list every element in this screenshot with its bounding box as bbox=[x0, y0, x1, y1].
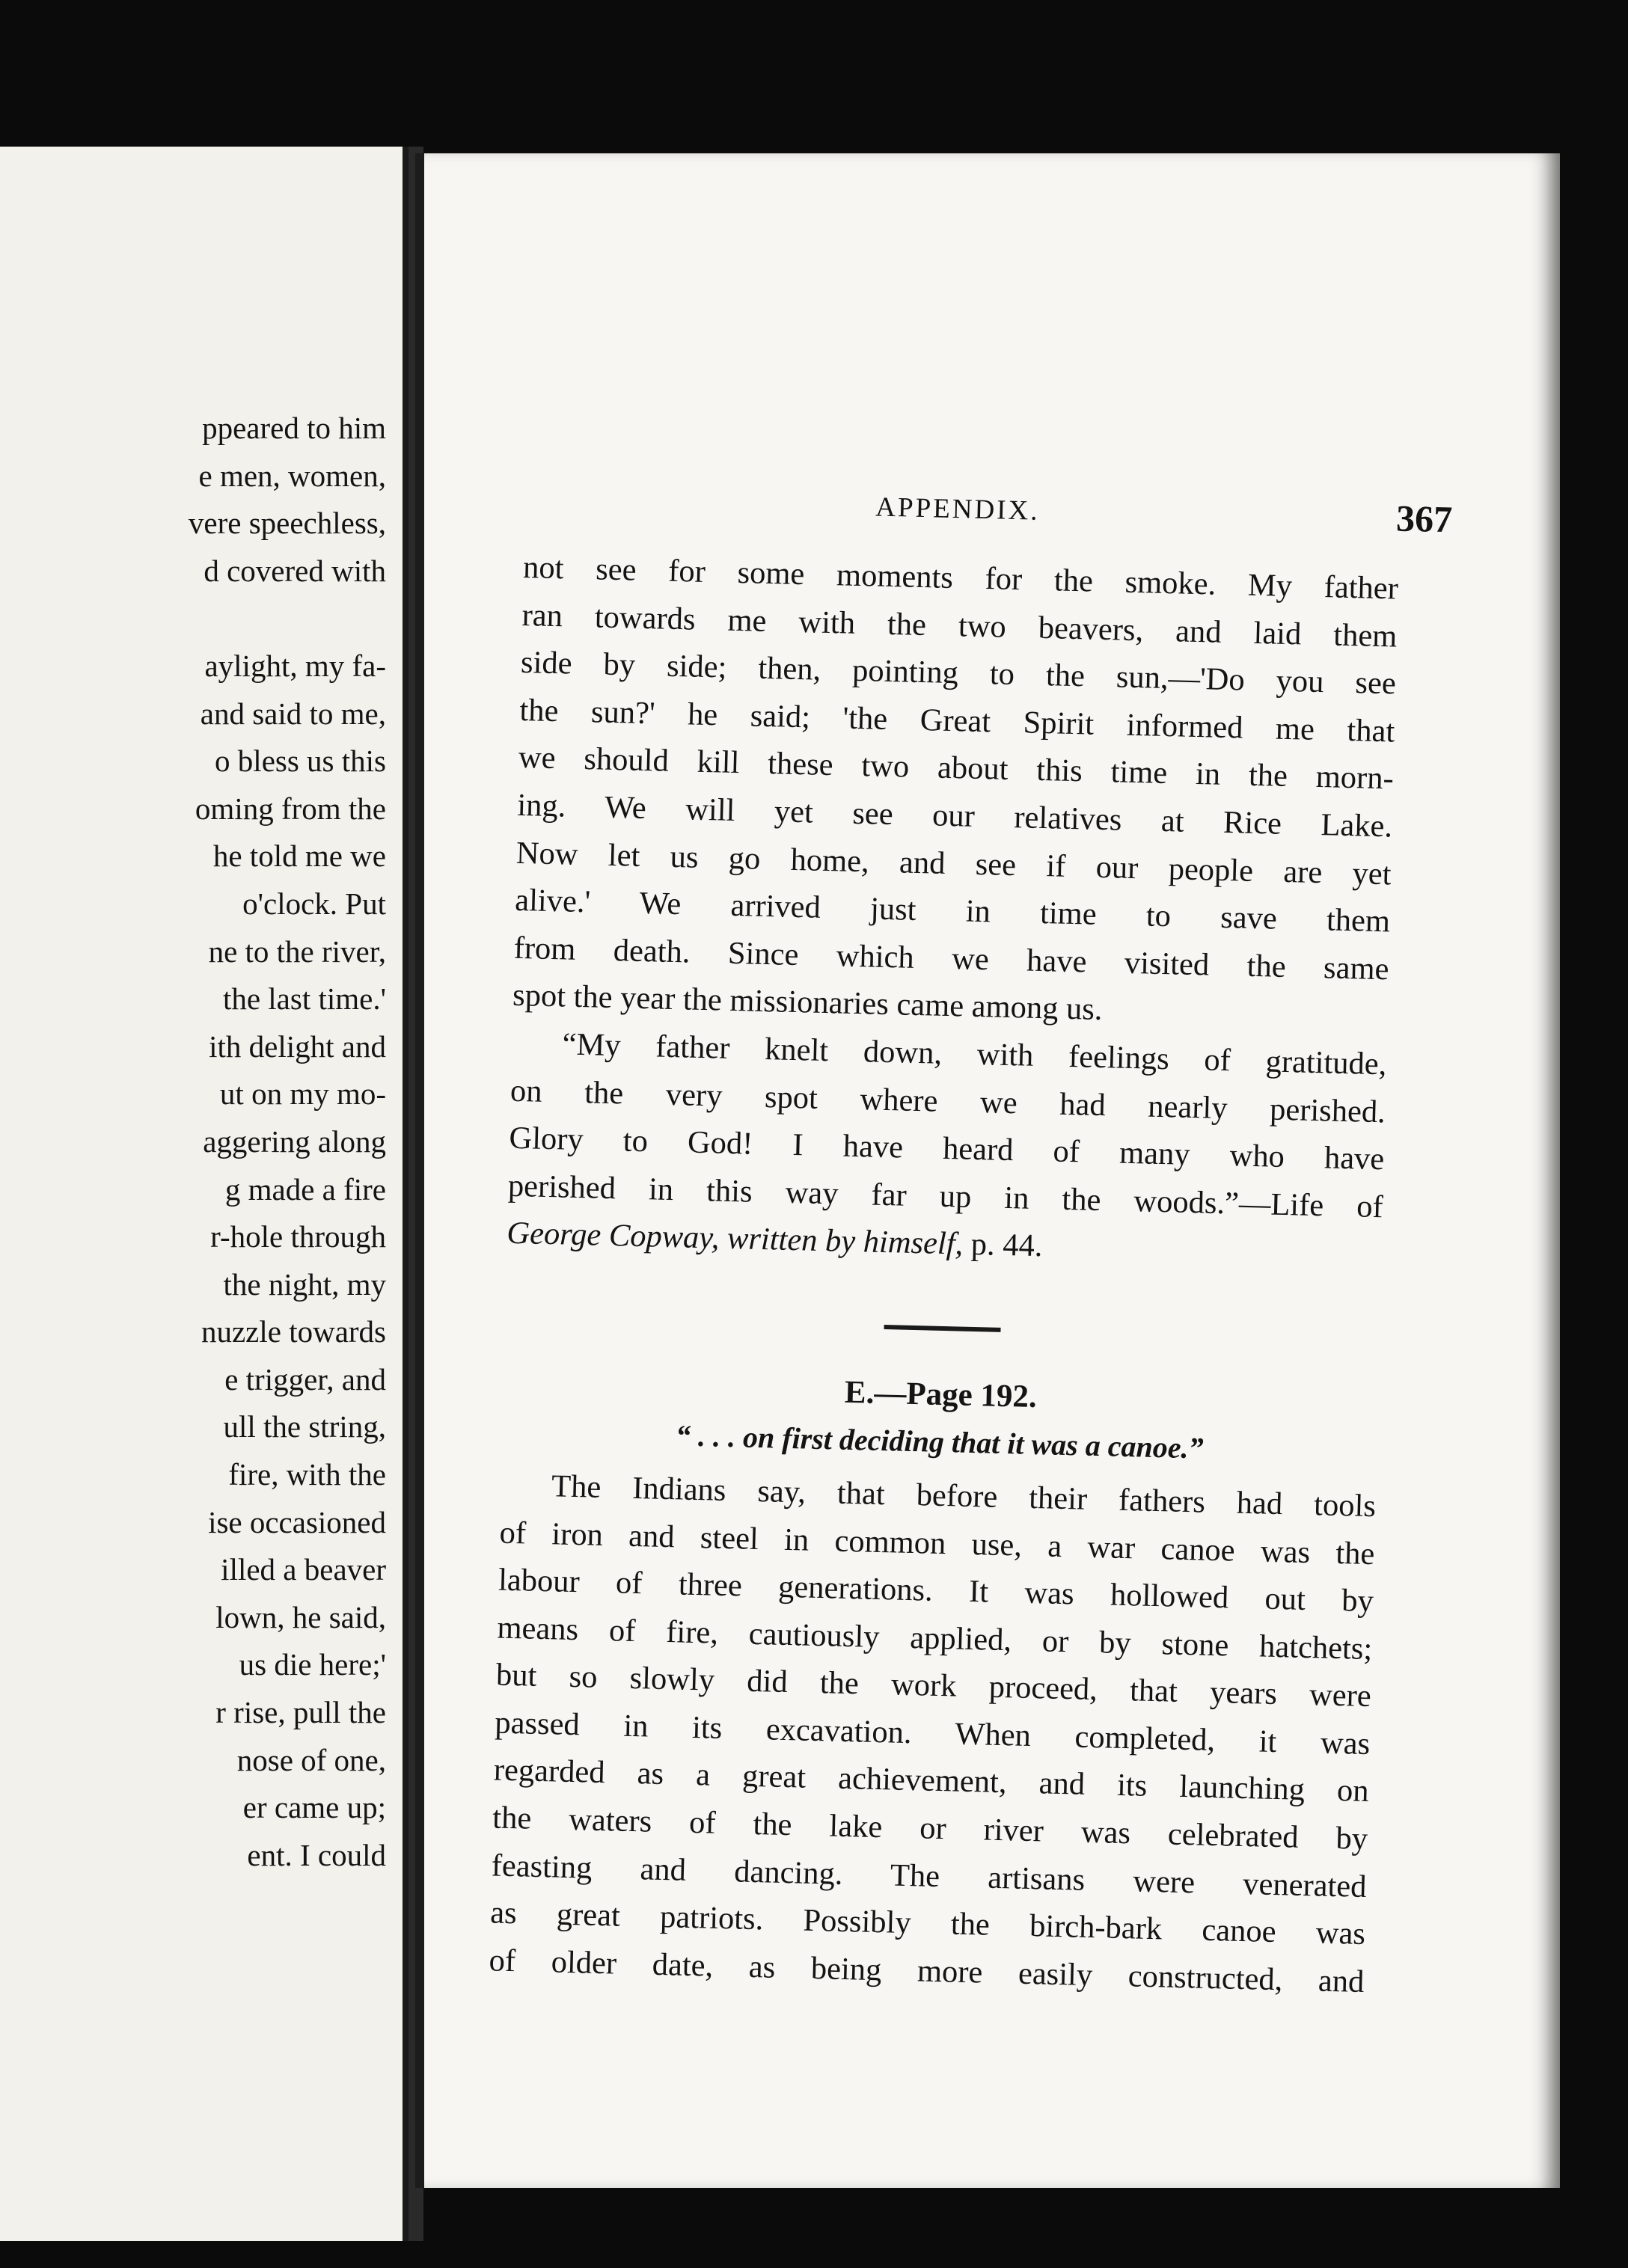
paragraph-1 bbox=[512, 544, 1398, 1040]
paragraph-1-line: from death. Since which we have visited the same bbox=[513, 930, 1390, 987]
paragraph-3-line: means of fire, cautiously applied, or by stone hatchets; bbox=[497, 1610, 1373, 1667]
left-page-line: d covered with bbox=[204, 553, 386, 588]
left-page-line: ppeared to him bbox=[202, 411, 386, 445]
left-page-line: us die here;' bbox=[239, 1647, 386, 1682]
left-page-line: nuzzle towards bbox=[201, 1314, 386, 1349]
paragraph-3 bbox=[489, 1462, 1377, 2006]
right-page bbox=[415, 153, 1560, 2188]
paragraph-1-line: ing. We will yet see our relatives at Rice Lake. bbox=[516, 787, 1393, 845]
left-page-line: vere speechless, bbox=[188, 506, 386, 541]
paragraph-3-line: as great patriots. Possibly the birch-bark canoe was bbox=[489, 1895, 1366, 1952]
paragraph-1-line: Now let us go home, and see if our people are yet bbox=[515, 835, 1392, 892]
paragraph-1-line: we should kill these two about this time in the morn- bbox=[518, 740, 1395, 797]
left-page-line: g made a fire bbox=[224, 1171, 386, 1207]
left-page-line: fire, with the bbox=[228, 1457, 386, 1492]
paragraph-3-line: regarded as a great achievement, and its launching on bbox=[493, 1752, 1370, 1809]
section-heading: E.—Page 192. bbox=[844, 1374, 1038, 1415]
left-page-line: aylight, my fa- bbox=[204, 648, 386, 683]
paragraph-3-line: feasting and dancing. The artisans were venerated bbox=[491, 1848, 1368, 1904]
paragraph-3-line: passed in its excavation. When completed, it was bbox=[494, 1705, 1371, 1762]
paragraph-3-line: of older date, as being more easily constructed, and bbox=[489, 1943, 1365, 1999]
paragraph-3-line: the waters of the lake or river was celebrated by bbox=[492, 1800, 1368, 1857]
left-page bbox=[0, 147, 408, 2241]
left-page-line: o bless us this bbox=[215, 744, 386, 779]
left-page-line: oming from the bbox=[195, 791, 386, 826]
left-page-line: e men, women, bbox=[198, 458, 386, 493]
left-page-line: ut on my mo- bbox=[219, 1076, 386, 1112]
attribution-italic: George Copway, written by himself, bbox=[506, 1216, 964, 1262]
left-page-line: he told me we bbox=[212, 839, 386, 874]
attribution-page: p. 44. bbox=[962, 1226, 1043, 1264]
left-page-line: er came up; bbox=[242, 1790, 386, 1825]
left-page-line: lown, he said, bbox=[215, 1599, 386, 1634]
left-page-line: nose of one, bbox=[236, 1742, 386, 1777]
paragraph-2-line: on the very spot where we had nearly perished. bbox=[509, 1073, 1386, 1130]
left-page-line: the night, my bbox=[223, 1266, 386, 1302]
paragraph-2-line: Glory to God! I have heard of many who have bbox=[509, 1120, 1385, 1177]
left-page-line: aggering along bbox=[203, 1124, 386, 1159]
left-page-text bbox=[0, 405, 386, 1879]
section-divider-rule bbox=[884, 1325, 1000, 1332]
right-page-text-block bbox=[489, 482, 1453, 2005]
left-page-line: the last time.' bbox=[222, 981, 386, 1017]
left-page-line: ent. I could bbox=[247, 1837, 386, 1872]
paragraph-2-line: perished in this way far up in the woods.”—Life of bbox=[507, 1168, 1384, 1225]
page-number: 367 bbox=[1395, 497, 1453, 541]
left-page-line: ne to the river, bbox=[208, 934, 386, 969]
paragraph-2-line: “My father knelt down, with feelings of gratitude, bbox=[562, 1026, 1387, 1082]
paragraph-1-line: alive.' We arrived just in time to save them bbox=[514, 882, 1391, 940]
paragraph-1-line: side by side; then, pointing to the sun,—'Do you see bbox=[520, 645, 1397, 702]
epigraph: “ . . . on first deciding that it was a canoe.” bbox=[675, 1418, 1205, 1465]
paragraph-1-line: not see for some moments for the smoke. My father bbox=[522, 549, 1399, 607]
left-page-line bbox=[0, 595, 386, 643]
left-page-line: o'clock. Put bbox=[242, 886, 386, 921]
paragraph-3-line: labour of three generations. It was hollowed out by bbox=[498, 1562, 1374, 1619]
left-page-line: and said to me, bbox=[200, 696, 386, 731]
left-page-line: ith delight and bbox=[209, 1029, 386, 1064]
paragraph-3-line: The Indians say, that before their fathers had tools bbox=[551, 1468, 1377, 1524]
left-page-line: r-hole through bbox=[210, 1219, 386, 1254]
left-page-line: ise occasioned bbox=[208, 1504, 386, 1539]
paragraph-1-line: spot the year the missionaries came among us. bbox=[512, 978, 1104, 1028]
left-page-line: r rise, pull the bbox=[215, 1695, 386, 1730]
paragraph-1-line: ran towards me with the two beavers, and laid them bbox=[521, 597, 1398, 655]
running-head: APPENDIX. bbox=[875, 491, 1040, 527]
paragraph-3-line: of iron and steel in common use, a war canoe was the bbox=[499, 1515, 1375, 1572]
paragraph-1-line: the sun?' he said; 'the Great Spirit informed me that bbox=[518, 692, 1395, 750]
paragraph-3-line: but so slowly did the work proceed, that years were bbox=[495, 1657, 1372, 1714]
left-page-line: ull the string, bbox=[223, 1409, 386, 1444]
paragraph-2 bbox=[507, 1020, 1387, 1278]
left-page-line: illed a beaver bbox=[221, 1552, 386, 1587]
left-page-line: e trigger, and bbox=[224, 1361, 386, 1397]
